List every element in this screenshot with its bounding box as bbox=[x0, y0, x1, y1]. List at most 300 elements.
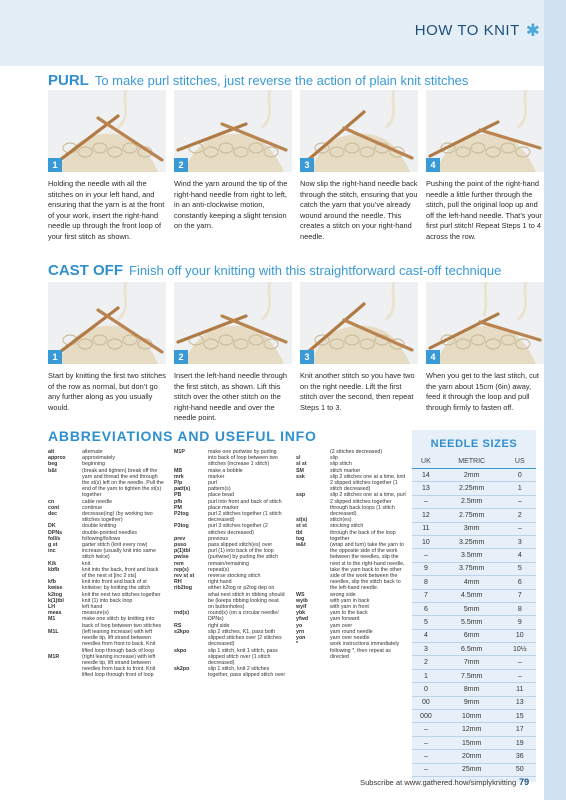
purl-subtitle: To make purl stitches, just reverse the action of plain knit stitches bbox=[94, 73, 469, 88]
needle-size-cell: 10mm bbox=[440, 710, 504, 723]
abbreviation-entry bbox=[174, 610, 286, 622]
needle-size-cell: 10½ bbox=[504, 643, 536, 656]
needle-size-cell: 1 bbox=[412, 669, 440, 682]
abbreviation-term: meas bbox=[48, 610, 62, 617]
abbreviation-definition: approximately bbox=[82, 455, 115, 462]
abbreviation-term: tbl bbox=[296, 529, 303, 536]
step-illustration bbox=[426, 90, 544, 172]
abbreviation-definition: knit bbox=[82, 560, 91, 567]
step-number-badge: 4 bbox=[426, 158, 440, 172]
abbreviation-definition: slip 2 stitches, K1, pass both slipped stitches over (2 stitches decreased) bbox=[208, 628, 282, 648]
castoff-step-2 bbox=[174, 282, 292, 424]
abbreviation-definition: garter stitch (knit every row) bbox=[82, 542, 148, 549]
step-number-badge: 2 bbox=[174, 350, 188, 364]
abbreviation-term: P2tog bbox=[174, 511, 189, 518]
abbreviation-definition: slip 2 stitches one at a time, purl 2 slipped stitches together through back loops (1 stitch decreased) bbox=[330, 492, 406, 518]
needle-size-row bbox=[412, 723, 536, 736]
castoff-title: CAST OFF bbox=[48, 262, 123, 279]
step-illustration bbox=[300, 282, 418, 364]
castoff-heading bbox=[48, 262, 501, 279]
abbreviation-term: s2kpo bbox=[174, 628, 190, 635]
abbreviation-definition: (left leaning increase) with left needle tip, lift strand between needles from front to back. Knit lifted loop through back of loop bbox=[82, 628, 156, 654]
abbreviation-entry bbox=[174, 523, 286, 535]
purl-step-4 bbox=[426, 90, 544, 243]
abbreviation-term: yo bbox=[296, 622, 303, 629]
abbreviations-column-1 bbox=[48, 449, 164, 679]
abbreviations-column-3 bbox=[296, 449, 406, 660]
abbreviation-entry bbox=[296, 474, 406, 493]
castoff-subtitle: Finish off your knitting with this straightforward cast-off technique bbox=[129, 263, 502, 278]
abbreviation-definition: stitch marker bbox=[330, 467, 361, 474]
needle-size-cell: 3.25mm bbox=[440, 535, 504, 548]
step-illustration bbox=[48, 90, 166, 172]
abbreviation-definition: purl 3 stitches together (2 stitches decreased) bbox=[208, 523, 268, 536]
needle-size-cell: 25mm bbox=[440, 763, 504, 776]
abbreviation-definition: right side bbox=[208, 622, 230, 629]
needle-size-cell: 8 bbox=[412, 576, 440, 589]
abbreviation-term: MB bbox=[174, 467, 183, 474]
needle-size-cell: 13 bbox=[412, 482, 440, 495]
abbreviation-term: DK bbox=[48, 523, 56, 530]
needle-size-cell: – bbox=[504, 522, 536, 535]
abbreviation-term: rib2tog bbox=[174, 585, 192, 592]
needle-size-cell: 11 bbox=[504, 683, 536, 696]
abbreviation-definition: double-pointed needles bbox=[82, 529, 138, 536]
step-caption: Wind the yarn around the tip of the right-hand needle from right to left, in an anti-clockwise motion, constantly keeping a slight tension on the yarn. bbox=[174, 179, 288, 231]
abbreviation-term: SM bbox=[296, 467, 304, 474]
needle-size-cell: 12mm bbox=[440, 723, 504, 736]
needle-size-cell: 2mm bbox=[440, 469, 504, 482]
needle-size-cell: 6.5mm bbox=[440, 643, 504, 656]
abbreviation-term: RH bbox=[174, 579, 182, 586]
page-header bbox=[415, 22, 540, 39]
needle-size-cell: – bbox=[412, 750, 440, 763]
needle-size-cell: 9 bbox=[412, 562, 440, 575]
step-caption: Now slip the right-hand needle back through the stitch, ensuring that you catch the yarn that you’ve already wound around the needle. This creates a stitch on your right-hand needle. bbox=[300, 179, 418, 241]
needle-size-row bbox=[412, 602, 536, 615]
needle-sizes-title: NEEDLE SIZES bbox=[430, 438, 518, 450]
needle-size-cell: 4 bbox=[504, 549, 536, 562]
abbreviation-term: ybk bbox=[296, 610, 306, 617]
needle-size-row bbox=[412, 616, 536, 629]
abbreviation-definition: place marker bbox=[208, 504, 239, 511]
abbreviation-definition: (2 stitches decreased) bbox=[330, 449, 383, 455]
step-illustration bbox=[48, 282, 166, 364]
needle-size-cell: 3.75mm bbox=[440, 562, 504, 575]
step-number-badge: 1 bbox=[48, 350, 62, 364]
abbreviation-term: cont bbox=[48, 504, 60, 511]
needle-size-row bbox=[412, 669, 536, 682]
purl-heading bbox=[48, 72, 468, 89]
abbreviation-entry bbox=[174, 666, 286, 678]
needle-size-cell: 6mm bbox=[440, 629, 504, 642]
abbreviation-definition: yarn forward bbox=[330, 616, 360, 623]
abbreviation-definition: knit into front and back of st bbox=[82, 579, 147, 586]
abbreviation-entry bbox=[174, 585, 286, 610]
needle-size-row bbox=[412, 696, 536, 709]
needle-size-cell: – bbox=[504, 495, 536, 508]
abbreviation-definition: yarn over needle bbox=[330, 635, 370, 642]
abbreviation-term: M1P bbox=[174, 449, 185, 455]
needle-size-row bbox=[412, 589, 536, 602]
abbreviation-definition: stocking stitch bbox=[330, 523, 364, 530]
abbreviation-term: P/p bbox=[174, 480, 183, 487]
needle-size-row bbox=[412, 482, 536, 495]
abbreviation-entry bbox=[48, 654, 164, 679]
needle-column-header: US bbox=[504, 455, 536, 469]
abbreviation-term: rem bbox=[174, 560, 184, 567]
needle-size-row bbox=[412, 736, 536, 749]
needle-size-cell: 00 bbox=[412, 696, 440, 709]
needle-size-cell: 4mm bbox=[440, 576, 504, 589]
abbreviation-term: tog bbox=[296, 535, 305, 542]
abbreviation-term: w&t bbox=[296, 542, 306, 549]
abbreviation-entry bbox=[174, 511, 286, 523]
step-illustration bbox=[426, 282, 544, 364]
needle-size-cell: 7.5mm bbox=[440, 669, 504, 682]
abbreviation-definition: either k2tog or p2tog dep on what next stitch in ribbing should be (keeps ribbing looking neat on buttonholes) bbox=[208, 585, 285, 611]
abbreviation-term: mrk bbox=[174, 473, 184, 480]
purl-step-1 bbox=[48, 90, 166, 243]
needle-size-cell: 1 bbox=[504, 482, 536, 495]
abbreviation-definition: double knitting bbox=[82, 523, 117, 530]
abbreviation-definition: make a bobble bbox=[208, 467, 243, 474]
abbreviation-definition: purl (1) into back of the loop bbox=[208, 548, 274, 555]
abbreviation-definition: decrease(ing) (by working two stitches together) bbox=[82, 511, 153, 524]
needle-size-cell: 4 bbox=[412, 629, 440, 642]
abbreviation-term: yrn bbox=[296, 628, 305, 635]
abbreviation-term: approx bbox=[48, 455, 66, 462]
needle-size-cell: – bbox=[504, 669, 536, 682]
abbreviation-term: P3tog bbox=[174, 523, 189, 530]
step-number-badge: 4 bbox=[426, 350, 440, 364]
abbreviation-definition: together bbox=[330, 535, 350, 542]
abbreviation-definition: with yarn in front bbox=[330, 604, 369, 611]
needle-size-cell: 36 bbox=[504, 750, 536, 763]
needle-size-cell: 15 bbox=[504, 710, 536, 723]
needle-size-cell: 2 bbox=[412, 656, 440, 669]
needle-size-cell: 8mm bbox=[440, 683, 504, 696]
abbreviation-entry bbox=[48, 468, 164, 499]
purl-steps bbox=[48, 90, 544, 243]
page-number: 79 bbox=[519, 777, 530, 787]
needle-size-row bbox=[412, 683, 536, 696]
needle-size-cell: 3mm bbox=[440, 522, 504, 535]
abbreviation-definition: cable needle bbox=[82, 498, 113, 505]
needle-size-cell: 5.5mm bbox=[440, 616, 504, 629]
step-number-badge: 2 bbox=[174, 158, 188, 172]
needle-size-row bbox=[412, 522, 536, 535]
needle-size-row bbox=[412, 656, 536, 669]
needle-size-cell: 10 bbox=[504, 629, 536, 642]
abbreviation-definition: previous bbox=[208, 535, 229, 542]
abbreviation-term: WS bbox=[296, 591, 305, 598]
needle-size-cell: 7 bbox=[412, 589, 440, 602]
abbreviation-definition: slip bbox=[330, 455, 338, 462]
abbreviation-entry bbox=[48, 629, 164, 654]
needle-size-cell: 9 bbox=[504, 616, 536, 629]
abbreviation-term: PB bbox=[174, 492, 182, 499]
needle-size-cell: 6 bbox=[504, 576, 536, 589]
purl-step-photo bbox=[174, 90, 292, 172]
needle-size-cell: 0 bbox=[504, 469, 536, 482]
needle-size-row bbox=[412, 643, 536, 656]
needle-size-cell: 14 bbox=[412, 469, 440, 482]
needle-size-row bbox=[412, 763, 536, 776]
step-caption: Holding the needle with all the stitches on in your left hand, and ensuring that the yarn is at the front of your work, insert the right-hand needle up through the front loop of your first stitch as shown. bbox=[48, 179, 165, 241]
needle-size-cell: 15mm bbox=[440, 736, 504, 749]
abbreviation-term: ssp bbox=[296, 492, 306, 499]
abbreviation-term: kfb bbox=[48, 579, 56, 586]
needle-size-cell: – bbox=[412, 495, 440, 508]
castoff-step-1 bbox=[48, 282, 166, 424]
purl-step-2 bbox=[174, 90, 292, 243]
abbreviation-term: foll/s bbox=[48, 535, 61, 542]
abbreviation-definition: purl 2 stitches together (1 stitch decreased) bbox=[208, 511, 282, 524]
abbreviation-term: st(s) bbox=[296, 517, 308, 524]
step-number-badge: 1 bbox=[48, 158, 62, 172]
abbreviation-entry bbox=[296, 542, 406, 592]
header-title: HOW TO KNIT bbox=[414, 22, 520, 39]
abbreviation-term: pwise bbox=[174, 554, 189, 561]
abbreviation-term: b&t bbox=[48, 467, 57, 474]
abbreviation-definition: yarn to the back bbox=[330, 610, 368, 617]
needle-size-row bbox=[412, 629, 536, 642]
abbreviation-term: kwise bbox=[48, 585, 63, 592]
needle-size-cell: 9mm bbox=[440, 696, 504, 709]
page-footer bbox=[360, 777, 529, 787]
abbreviation-definition: slip 1 stitch, knit 1 stitch, pass slipped stitch over (1 stitch decreased) bbox=[208, 647, 278, 666]
abbreviation-entry bbox=[296, 641, 406, 660]
asterisk-icon: ✱ bbox=[525, 21, 540, 40]
abbreviation-definition: (right leaning increase) with left needle tip, lift strand between needles from back to front. Knit lifted loop through front of loop bbox=[82, 653, 156, 679]
needle-size-cell: 000 bbox=[412, 710, 440, 723]
needle-sizes-panel bbox=[412, 430, 536, 782]
step-caption: When you get to the last stitch, cut the yarn about 15cm (6in) away, feed it through the loop and pull through firmly to fasten off. bbox=[426, 371, 539, 412]
abbreviation-definition: slip stitch bbox=[330, 461, 352, 468]
abbreviation-definition: repeat(s) bbox=[208, 566, 230, 573]
needle-size-cell: 2 bbox=[504, 509, 536, 522]
needle-size-cell: 3 bbox=[504, 535, 536, 548]
needle-size-cell: – bbox=[412, 549, 440, 562]
abbreviation-definition: knitwise; by knitting the stitch bbox=[82, 585, 151, 592]
step-illustration bbox=[174, 90, 292, 172]
abbreviation-definition: alternate bbox=[82, 449, 103, 455]
abbreviations-title: ABBREVIATIONS AND USEFUL INFO bbox=[48, 428, 317, 444]
needle-column-header: METRIC bbox=[440, 455, 504, 469]
footer-text: Subscribe at www.gathered.how/simplyknitting bbox=[360, 778, 517, 787]
needle-size-row bbox=[412, 576, 536, 589]
abbreviation-term: M1L bbox=[48, 628, 59, 635]
abbreviation-entry bbox=[48, 548, 164, 560]
abbreviation-definition: knit into the back, front and back of the next st [inc 2 sts] bbox=[82, 566, 159, 580]
abbreviation-term: inc bbox=[48, 548, 56, 555]
needle-size-cell: 12 bbox=[412, 509, 440, 522]
abbreviation-term: alt bbox=[48, 449, 55, 455]
abbreviation-definition: pattern(s) bbox=[208, 486, 231, 493]
abbreviations-column-2 bbox=[174, 449, 286, 679]
needle-size-cell: 7 bbox=[504, 589, 536, 602]
step-caption: Knit another stitch so you have two on the right needle. Lift the first stitch over the second, then repeat Steps 1 to 3. bbox=[300, 371, 415, 412]
needle-size-row bbox=[412, 469, 536, 482]
castoff-step-4 bbox=[426, 282, 544, 424]
purl-step-3 bbox=[300, 90, 418, 243]
needle-size-row bbox=[412, 535, 536, 548]
abbreviation-definition: following/follows bbox=[82, 535, 121, 542]
needle-size-cell: 5 bbox=[412, 616, 440, 629]
needle-size-cell: – bbox=[504, 656, 536, 669]
abbreviation-definition: stitch(es) bbox=[330, 517, 352, 524]
abbreviation-term: sl st bbox=[296, 461, 307, 468]
abbreviation-entry bbox=[296, 492, 406, 517]
needle-size-row bbox=[412, 495, 536, 508]
abbreviation-term: g st bbox=[48, 542, 58, 549]
abbreviation-term: LH bbox=[48, 604, 56, 611]
abbreviation-term: ssk bbox=[296, 473, 305, 480]
abbreviation-term: sl bbox=[296, 455, 301, 462]
needle-size-cell: 5 bbox=[504, 562, 536, 575]
abbreviation-definition: through the back of the loop bbox=[330, 529, 396, 536]
abbreviation-term: psso bbox=[174, 542, 187, 549]
needle-size-cell: 4.5mm bbox=[440, 589, 504, 602]
step-caption: Start by knitting the first two stitches of the row as normal, but don’t go any further along as you usually would. bbox=[48, 371, 166, 412]
needle-size-cell: – bbox=[412, 763, 440, 776]
abbreviation-term: prev bbox=[174, 535, 186, 542]
abbreviation-definition: (break and tighten) break off the yarn and thread the end through the st(s) left on the needle. Pull the end of the yarn to tighten the st(s) together bbox=[82, 467, 164, 499]
abbreviation-term: rev st st bbox=[174, 573, 195, 580]
purl-title: PURL bbox=[48, 72, 89, 89]
castoff-steps bbox=[48, 282, 544, 424]
needle-size-cell: 17 bbox=[504, 723, 536, 736]
abbreviation-term: p(1)tbl bbox=[174, 548, 191, 555]
needle-size-cell: 2.25mm bbox=[440, 482, 504, 495]
needle-size-row bbox=[412, 750, 536, 763]
abbreviation-definition: yarn over bbox=[330, 622, 353, 629]
abbreviation-entry bbox=[48, 616, 164, 628]
purl-step-photo bbox=[300, 90, 418, 172]
needle-size-cell: 50 bbox=[504, 763, 536, 776]
step-caption: Insert the left-hand needle through the first stitch, as shown. Lift this stitch over the other stitch on the right-hand needle and over the needle point. bbox=[174, 371, 287, 423]
needle-size-cell: 20mm bbox=[440, 750, 504, 763]
abbreviation-term: yfwd bbox=[296, 616, 309, 623]
needle-size-cell: 13 bbox=[504, 696, 536, 709]
abbreviation-definition: slip 2 stitches one at a time, knit 2 slipped stitches together (1 stitch decreased) bbox=[330, 473, 406, 493]
needle-size-row bbox=[412, 509, 536, 522]
abbreviation-definition: make one purlwise by purling into back of loop between two stitches (increase 1 stitch) bbox=[208, 449, 278, 468]
abbreviation-definition: knit (1) into back loop bbox=[82, 597, 133, 604]
abbreviation-entry bbox=[174, 449, 286, 468]
abbreviation-definition: (wrap and turn) take the yarn to the opposite side of the work between the needles, slip the next st to the right-hand needle, take the yarn back to the other side of the work between the needles, slip the stitch back to the left-hand needle. bbox=[330, 542, 405, 592]
needle-size-cell: 8 bbox=[504, 602, 536, 615]
needle-sizes-table bbox=[412, 455, 536, 777]
needle-size-cell: 19 bbox=[504, 736, 536, 749]
needle-size-row bbox=[412, 562, 536, 575]
abbreviation-definition: measure(s) bbox=[82, 610, 109, 617]
needle-size-cell: 7mm bbox=[440, 656, 504, 669]
needle-size-cell: 2.75mm bbox=[440, 509, 504, 522]
abbreviation-definition: reverse stocking stitch bbox=[208, 573, 261, 580]
abbreviation-definition: right hand bbox=[208, 579, 232, 586]
right-edge-strip bbox=[544, 0, 566, 800]
abbreviation-definition: left hand bbox=[82, 604, 103, 611]
castoff-step-3 bbox=[300, 282, 418, 424]
step-illustration bbox=[174, 282, 292, 364]
castoff-step-photo bbox=[426, 282, 544, 364]
abbreviation-term: rnd(s) bbox=[174, 610, 190, 617]
abbreviation-term: patt(s) bbox=[174, 486, 191, 493]
needle-size-cell: 3.5mm bbox=[440, 549, 504, 562]
abbreviation-definition: knit the next two stitches together bbox=[82, 591, 161, 598]
abbreviation-term: M1R bbox=[48, 653, 60, 660]
needle-size-row bbox=[412, 710, 536, 723]
abbreviation-definition: remain/remaining bbox=[208, 560, 249, 567]
needle-size-cell: – bbox=[412, 736, 440, 749]
step-caption: Pushing the point of the right-hand needle a little further through the stitch, pull the original loop up and off the left-hand needle. That’s your first purl stitch! Repeat Steps 1 to 4 across the row. bbox=[426, 179, 542, 241]
abbreviation-definition: round(s) (on a circular needle/ DPNs) bbox=[208, 610, 279, 623]
abbreviation-term: DPNs bbox=[48, 529, 63, 536]
abbreviation-definition: purl bbox=[208, 480, 217, 487]
abbreviation-term: K/k bbox=[48, 560, 57, 567]
abbreviation-term: cn bbox=[48, 498, 55, 505]
abbreviation-definition: marker bbox=[208, 473, 225, 480]
abbreviation-term: rep(s) bbox=[174, 566, 189, 573]
needle-size-cell: – bbox=[412, 723, 440, 736]
abbreviation-definition: (purlwise) by purling the stitch bbox=[208, 554, 279, 561]
abbreviation-term: wyif bbox=[296, 604, 307, 611]
abbreviation-term: kbfb bbox=[48, 566, 60, 573]
abbreviation-term: k2tog bbox=[48, 591, 63, 598]
abbreviation-term: RS bbox=[174, 622, 182, 629]
needle-size-cell: 0 bbox=[412, 683, 440, 696]
abbreviation-term: k(1)tbl bbox=[48, 597, 64, 604]
abbreviation-definition: pass slipped stitch(es) over bbox=[208, 542, 273, 549]
needle-size-cell: 6 bbox=[412, 602, 440, 615]
step-number-badge: 3 bbox=[300, 350, 314, 364]
castoff-step-photo bbox=[48, 282, 166, 364]
abbreviation-entry bbox=[174, 629, 286, 648]
abbreviation-definition: wrong side bbox=[330, 591, 356, 598]
abbreviation-entry bbox=[174, 648, 286, 667]
abbreviation-definition: make one stitch by knitting into back of loop between two stitches bbox=[82, 616, 162, 629]
abbreviation-definition: work instructions immediately following *, then repeat as directed bbox=[330, 641, 400, 660]
abbreviation-term: * bbox=[296, 641, 299, 648]
abbreviation-term: pfb bbox=[174, 498, 183, 505]
abbreviation-definition: increase (usually knit into same stitch twice) bbox=[82, 548, 156, 561]
abbreviation-term: skpo bbox=[174, 647, 187, 654]
abbreviation-entry bbox=[48, 511, 164, 523]
abbreviation-term: PM bbox=[174, 504, 182, 511]
abbreviation-term: wyib bbox=[296, 597, 308, 604]
needle-size-cell: 11 bbox=[412, 522, 440, 535]
abbreviation-definition: slip 1 stitch, knit 2 stitches together, pass slipped stitch over bbox=[208, 666, 286, 679]
abbreviation-definition: place bead bbox=[208, 492, 234, 499]
needle-size-cell: 2.5mm bbox=[440, 495, 504, 508]
abbreviation-term: dec bbox=[48, 511, 58, 518]
abbreviation-term: st st bbox=[296, 523, 307, 530]
needle-size-cell: 10 bbox=[412, 535, 440, 548]
step-number-badge: 3 bbox=[300, 158, 314, 172]
purl-step-photo bbox=[426, 90, 544, 172]
abbreviation-definition: purl into front and back of stitch bbox=[208, 498, 282, 505]
abbreviation-entry bbox=[48, 567, 164, 579]
purl-step-photo bbox=[48, 90, 166, 172]
abbreviation-definition: continue bbox=[82, 504, 103, 511]
abbreviation-term: beg bbox=[48, 461, 58, 468]
needle-column-header: UK bbox=[412, 455, 440, 469]
abbreviation-term: M1 bbox=[48, 616, 56, 623]
needle-size-cell: 3 bbox=[412, 643, 440, 656]
abbreviation-definition: beginning bbox=[82, 461, 105, 468]
